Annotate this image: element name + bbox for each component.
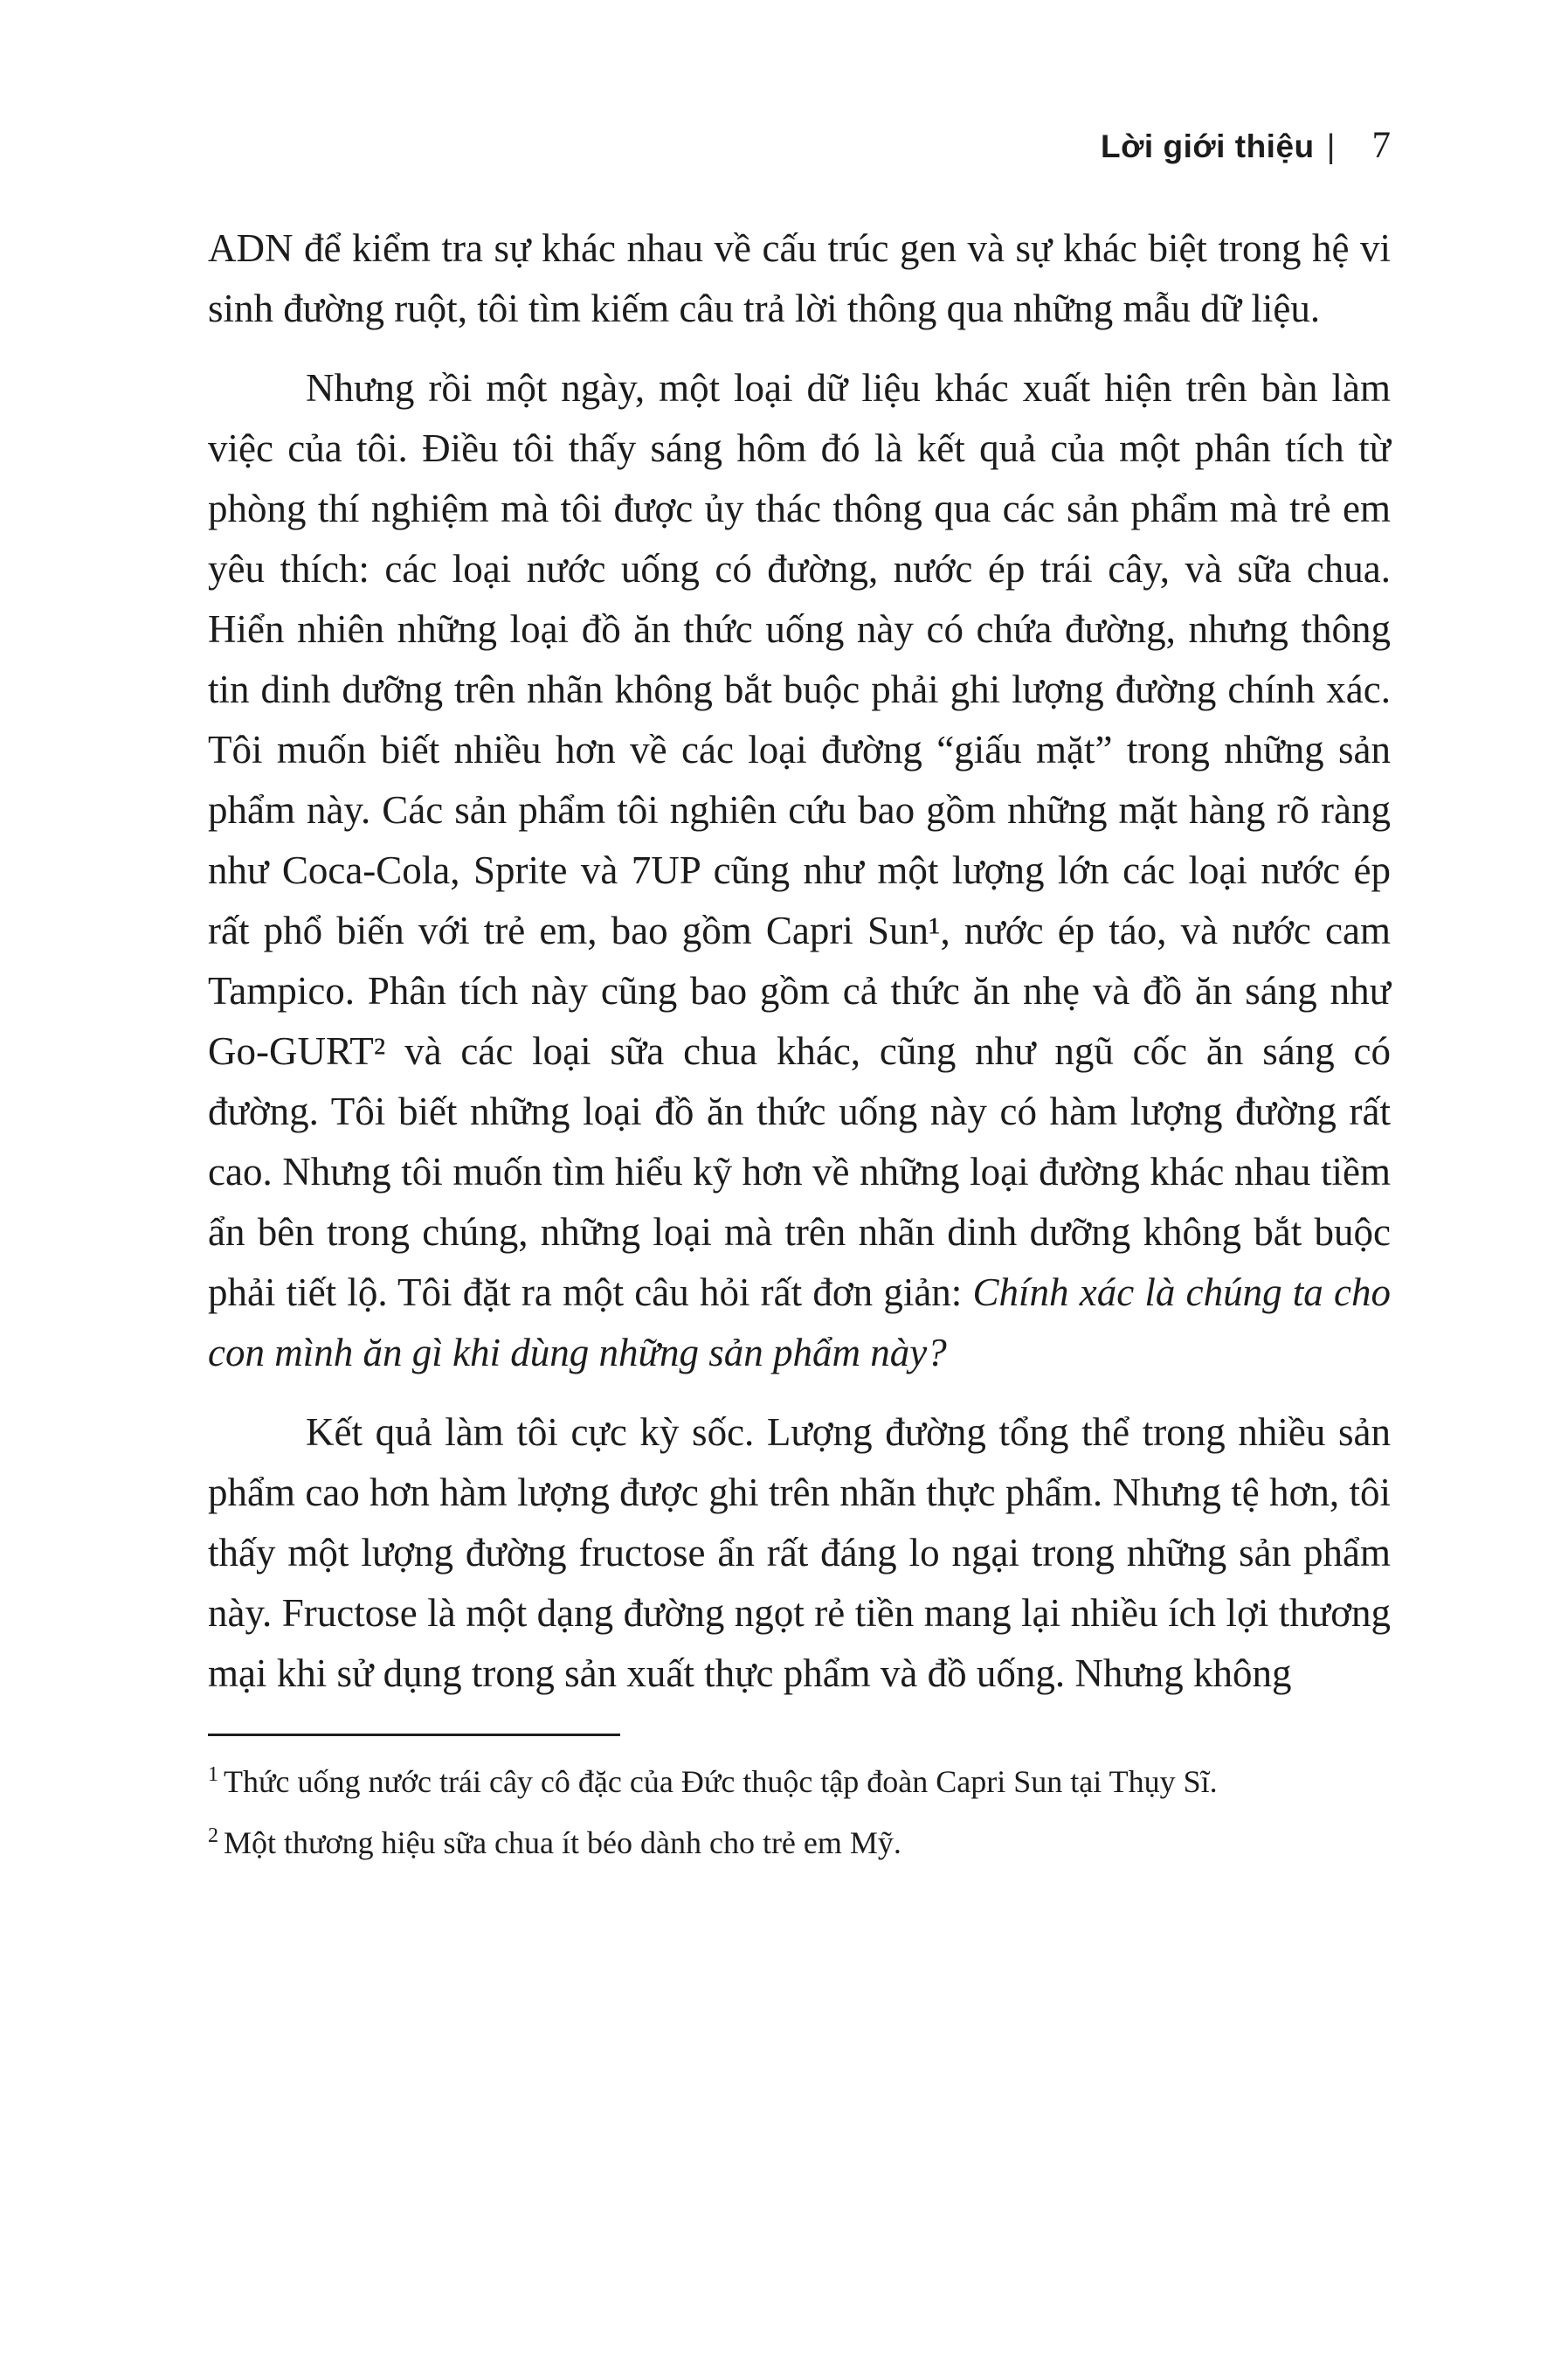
paragraph-results-text: Kết quả làm tôi cực kỳ sốc. Lượng đường tổng thể trong nhiều sản phẩm cao hơn hàm lượng được ghi trên nhãn thực phẩm. Nhưng tệ hơn, tôi thấy một lượng đường fructose ẩn rất đáng lo ngại trong những sản phẩm này. Fructose là một dạng đường ngọt rẻ tiền mang lại nhiều ích lợi thương mại khi sử dụng trong sản xuất thực phẩm và đồ uống. Nhưng không [208,1410,1391,1695]
section-title: Lời giới thiệu [1101,128,1315,164]
footnote-2-text: Một thương hiệu sữa chua ít béo dành cho trẻ em Mỹ. [224,1825,901,1860]
footnote-1 [208,1759,1391,1804]
footnote-1-marker: 1 [208,1763,218,1786]
header-separator: | [1326,128,1336,165]
page-number: 7 [1371,125,1391,166]
paragraph-analysis-text: Nhưng rồi một ngày, một loại dữ liệu khác xuất hiện trên bàn làm việc của tôi. Điều tôi thấy sáng hôm đó là kết quả của một phân tích từ phòng thí nghiệm mà tôi được ủy thác thông qua các sản phẩm mà trẻ em yêu thích: các loại nước uống có đường, nước ép trái cây, và sữa chua. Hiển nhiên những loại đồ ăn thức uống này có chứa đường, nhưng thông tin dinh dưỡng trên nhãn không bắt buộc phải ghi lượng đường chính xác. Tôi muốn biết nhiều hơn về các loại đường “giấu mặt” trong những sản phẩm này. Các sản phẩm tôi nghiên cứu bao gồm những mặt hàng rõ ràng như Coca-Cola, Sprite và 7UP cũng như một lượng lớn các loại nước ép rất phổ biến với trẻ em, bao gồm Capri Sun¹, nước ép táo, và nước cam Tampico. Phân tích này cũng bao gồm cả thức ăn nhẹ và đồ ăn sáng như Go-GURT² và các loại sữa chua khác, cũng như ngũ cốc ăn sáng có đường. Tôi biết những loại đồ ăn thức uống này có hàm lượng đường rất cao. Nhưng tôi muốn tìm hiểu kỹ hơn về những loại đường khác nhau tiềm ẩn bên trong chúng, những loại mà trên nhãn dinh dưỡng không bắt buộc phải tiết lộ. Tôi đặt ra một câu hỏi rất đơn giản: [208,366,1391,1314]
footnote-2 [208,1820,1391,1865]
page-header [208,124,1391,168]
page-body [208,218,1391,1704]
paragraph-results [208,1402,1391,1704]
footnote-2-marker: 2 [208,1824,218,1847]
footnotes-section [208,1734,1391,1865]
paragraph-analysis-italic-question: Chính xác là chúng ta cho con mình ăn gì khi dùng những sản phẩm này? [208,1270,1391,1374]
footnote-1-text: Thức uống nước trái cây cô đặc của Đức thuộc tập đoàn Capri Sun tại Thụy Sĩ. [224,1764,1218,1799]
footnote-rule [208,1734,620,1736]
paragraph-continuation-text: ADN để kiểm tra sự khác nhau về cấu trúc gen và sự khác biệt trong hệ vi sinh đường ruột, tôi tìm kiếm câu trả lời thông qua những mẫu dữ liệu. [208,226,1391,330]
paragraph-continuation [208,218,1391,339]
paragraph-analysis [208,358,1391,1383]
